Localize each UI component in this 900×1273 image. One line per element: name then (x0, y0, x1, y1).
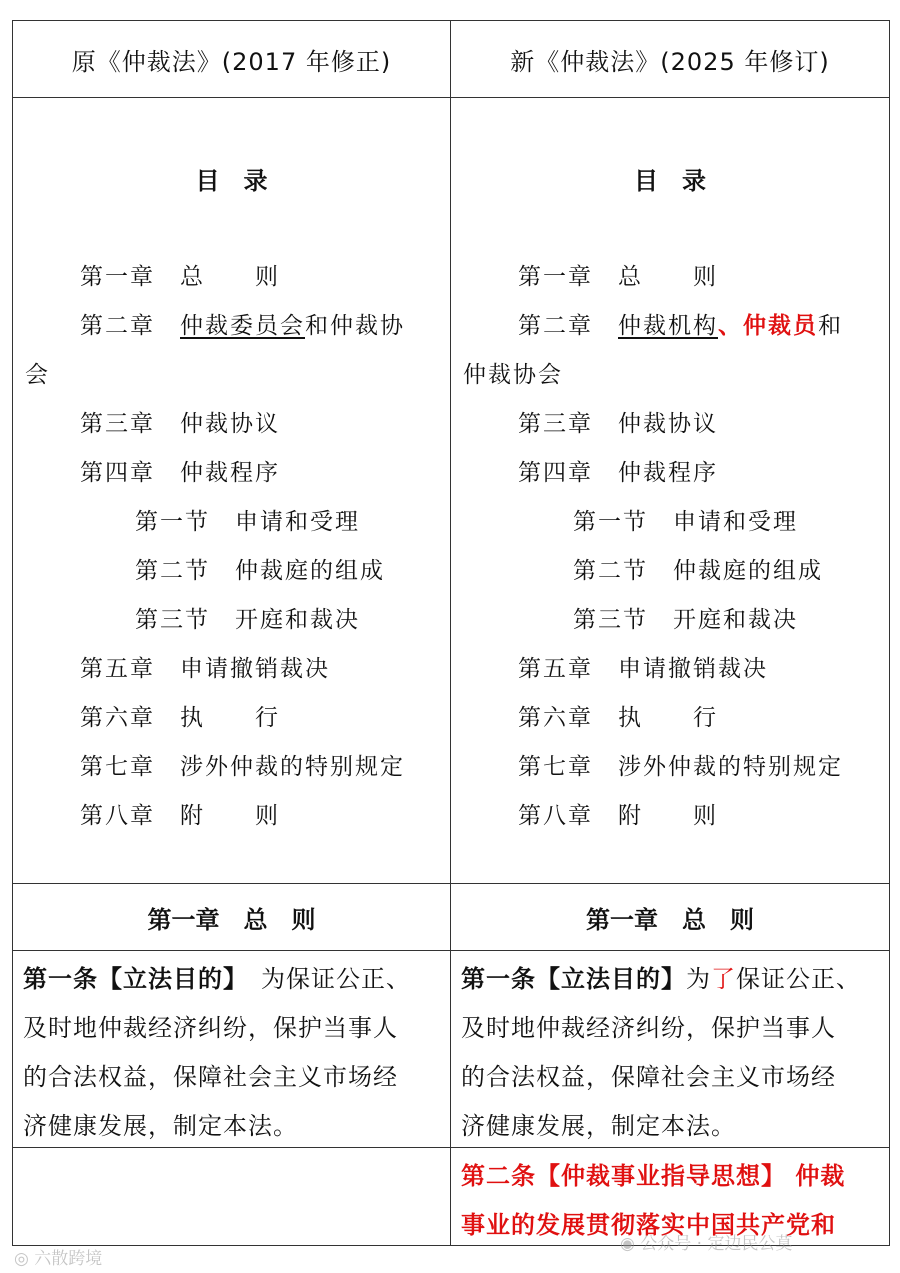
toc-title: 目 录 (195, 166, 268, 195)
watermark-left: ◎ 六散跨境 (14, 1249, 103, 1269)
toc-chapter-1: 第一章 总 则 (518, 264, 718, 290)
toc-chapter-7: 第七章 涉外仲裁的特别规定 (518, 754, 843, 780)
toc-section-3: 第三节 开庭和裁决 (573, 607, 798, 633)
article-title: 第一条【立法目的】 (23, 965, 236, 993)
toc-old (13, 98, 450, 883)
toc-section-3: 第三节 开庭和裁决 (135, 607, 360, 633)
added-text: 了 (711, 965, 736, 993)
toc-chapter-8: 第八章 附 则 (518, 803, 718, 829)
header-new-law: 新《仲裁法》(2025 年修订) (510, 47, 830, 76)
toc-title: 目 录 (634, 166, 706, 195)
toc-section-1: 第一节 申请和受理 (573, 509, 798, 535)
toc-chapter-3: 第三章 仲裁协议 (518, 411, 718, 437)
toc-chapter-2: 第二章 仲裁机构、仲裁员和 (518, 312, 843, 339)
added-text: 、仲裁员 (718, 312, 818, 339)
toc-chapter-2-wrap: 仲裁协会 (463, 362, 563, 388)
toc-chapter-6: 第六章 执 行 (80, 705, 280, 731)
toc-section-2: 第二节 仲裁庭的组成 (573, 558, 823, 584)
article-1-new: 第一条【立法目的】为了保证公正、 及时地仲裁经济纠纷，保护当事人 的合法权益，保障社会主义市场经 济健康发展，制定本法。 (461, 965, 861, 1140)
chapter-heading-new: 第一章 总 则 (586, 905, 754, 934)
toc-chapter-4: 第四章 仲裁程序 (80, 460, 280, 486)
watermark-logo-icon: ◎ (14, 1249, 35, 1269)
toc-chapter-4: 第四章 仲裁程序 (518, 460, 718, 486)
toc-section-1: 第一节 申请和受理 (135, 509, 360, 535)
toc-section-2: 第二节 仲裁庭的组成 (135, 558, 385, 584)
toc-chapter-5: 第五章 申请撤销裁决 (518, 656, 768, 682)
toc-chapter-1: 第一章 总 则 (80, 264, 280, 290)
article-1-old: 第一条【立法目的】 为保证公正、 及时地仲裁经济纠纷，保护当事人 的合法权益，保障社会主义市场经 济健康发展，制定本法。 (23, 965, 411, 1140)
toc-chapter-5: 第五章 申请撤销裁决 (80, 656, 330, 682)
toc-chapter-8: 第八章 附 则 (80, 803, 280, 829)
header-old-law: 原《仲裁法》(2017 年修正) (71, 47, 392, 76)
toc-new (451, 98, 889, 883)
comparison-table (12, 20, 890, 1246)
toc-chapter-2-wrap: 会 (25, 362, 50, 388)
toc-chapter-3: 第三章 仲裁协议 (80, 411, 280, 437)
toc-chapter-7: 第七章 涉外仲裁的特别规定 (80, 754, 405, 780)
toc-chapter-2: 第二章 仲裁委员会和仲裁协 (80, 313, 405, 339)
watermark-right: ◉ 公众号 · 定边民公莫 (620, 1234, 793, 1254)
row-divider (13, 950, 889, 951)
article-title: 第一条【立法目的】 (461, 965, 686, 993)
wechat-icon: ◉ (620, 1234, 641, 1254)
toc-chapter-6: 第六章 执 行 (518, 705, 718, 731)
article-2-new: 第二条【仲裁事业指导思想】 仲裁 事业的发展贯彻落实中国共产党和 (461, 1162, 846, 1239)
chapter-heading-old: 第一章 总 则 (147, 905, 316, 934)
